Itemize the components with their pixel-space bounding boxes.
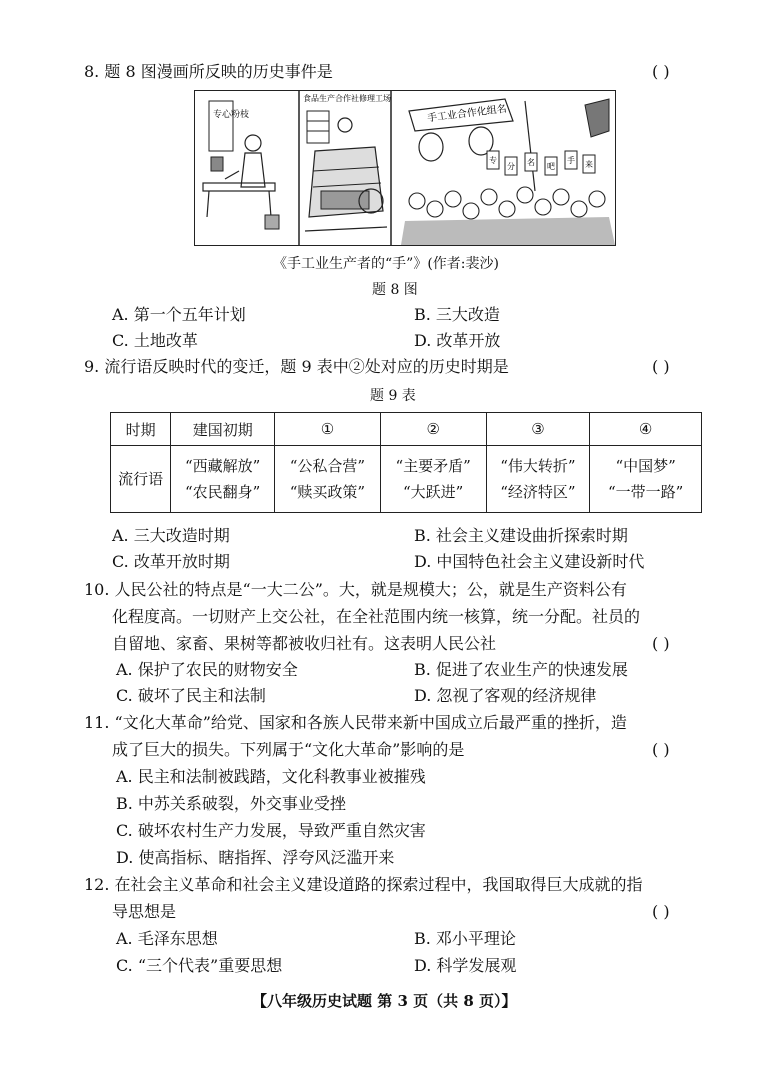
q9-slang-table [110, 412, 702, 513]
q8-figure-title: 《手工业生产者的“手”》(作者:裴沙) [273, 256, 499, 272]
q10-option-c[interactable]: C. 破坏了民主和法制 [116, 686, 266, 705]
q10-stem-line2: 化程度高。一切财产上交公社，在全社范围内统一核算，统一分配。社员的 [112, 607, 641, 626]
cell-1 [275, 446, 381, 513]
q11-option-a[interactable]: A. 民主和法制被践踏，文化科教事业被摧残 [116, 767, 426, 786]
slang: “经济特区” [500, 483, 576, 501]
q11-stem-line2: 成了巨大的损失。下列属于“文化大革命”影响的是 [112, 740, 465, 759]
q11-option-b[interactable]: B. 中苏关系破裂，外交事业受挫 [116, 794, 346, 813]
p1-sign-a: 专心粉枝 [213, 110, 250, 120]
q9-option-d[interactable]: D. 中国特色社会主义建设新时代 [414, 552, 645, 571]
table-slang-row [111, 446, 702, 513]
q9-table-title: 题 9 表 [370, 388, 416, 404]
q10-option-b[interactable]: B. 促进了农业生产的快速发展 [414, 660, 628, 679]
q10-stem-line3: 自留地、家畜、果树等都被收归社有。这表明人民公社 [112, 634, 497, 653]
q12-stem-line1: 12. 在社会主义革命和社会主义建设道路的探索过程中，我国取得巨大成就的指 [84, 875, 643, 894]
cartoon-drawing [195, 91, 615, 245]
table-header-row [111, 413, 702, 446]
q8-cartoon [194, 90, 616, 246]
q11-option-d[interactable]: D. 使高指标、瞎指挥、浮夸风泛滥开来 [116, 848, 395, 867]
slang: “主要矛盾” [395, 457, 471, 475]
q9-option-a[interactable]: A. 三大改造时期 [112, 526, 230, 545]
plate-4: 吧 [547, 162, 555, 171]
q12-stem-line2: 导思想是 [112, 902, 177, 921]
th-2: ② [380, 413, 486, 446]
q8-option-c[interactable]: C. 土地改革 [112, 331, 198, 350]
q12-option-c[interactable]: C. “三个代表”重要思想 [116, 956, 283, 975]
q11-answer-paren: ( ) [652, 740, 670, 759]
row-label: 流行语 [111, 446, 171, 513]
th-early: 建国初期 [171, 413, 275, 446]
plate-3: 名 [527, 158, 535, 167]
plate-6: 来 [585, 160, 593, 169]
q8-stem: 8. 题 8 图漫画所反映的历史事件是 [84, 62, 333, 81]
cell-2 [380, 446, 486, 513]
q8-answer-paren: ( ) [652, 62, 670, 81]
cell-3 [486, 446, 590, 513]
q9-answer-paren: ( ) [652, 357, 670, 376]
q12-option-b[interactable]: B. 邓小平理论 [414, 929, 516, 948]
slang: “西藏解放” [185, 457, 261, 475]
slang: “大跃进” [403, 483, 464, 501]
q12-option-d[interactable]: D. 科学发展观 [414, 956, 517, 975]
q9-stem: 9. 流行语反映时代的变迁，题 9 表中②处对应的历史时期是 [84, 357, 509, 376]
cell-4 [590, 446, 702, 513]
th-3: ③ [486, 413, 590, 446]
q8-option-b[interactable]: B. 三大改造 [414, 305, 500, 324]
slang: “赎买政策” [289, 483, 366, 501]
th-1: ① [275, 413, 381, 446]
q10-option-d[interactable]: D. 忽视了客观的经济规律 [414, 686, 597, 705]
q10-answer-paren: ( ) [652, 634, 670, 653]
th-4: ④ [590, 413, 702, 446]
q11-option-c[interactable]: C. 破坏农村生产力发展，导致严重自然灾害 [116, 821, 426, 840]
q8-figure-label: 题 8 图 [372, 282, 418, 298]
plate-1: 专 [489, 156, 497, 165]
q8-option-a[interactable]: A. 第一个五年计划 [112, 305, 246, 324]
th-period: 时期 [111, 413, 171, 446]
slang: “伟大转折” [500, 457, 576, 475]
q11-stem-line1: 11. “文化大革命”给党、国家和各族人民带来新中国成立后最严重的挫折，造 [84, 713, 627, 732]
cell-early [171, 446, 275, 513]
q9-option-c[interactable]: C. 改革开放时期 [112, 552, 230, 571]
q10-stem-line1: 10. 人民公社的特点是“一大二公”。大，就是规模大；公，就是生产资料公有 [84, 580, 627, 599]
q12-answer-paren: ( ) [652, 902, 670, 921]
p2-sign: 食品生产合作社修理工场 [303, 94, 391, 103]
slang: “中国梦” [615, 457, 676, 475]
plate-2: 分 [507, 162, 515, 171]
q8-option-d[interactable]: D. 改革开放 [414, 331, 501, 350]
plate-5: 手 [567, 156, 575, 165]
slang: “一带一路” [607, 483, 684, 501]
q10-option-a[interactable]: A. 保护了农民的财物安全 [116, 660, 298, 679]
page-footer: 【八年级历史试题 第 3 页（共 8 页）】 [252, 992, 517, 1010]
q12-option-a[interactable]: A. 毛泽东思想 [116, 929, 218, 948]
p3-banner: 手工业合作化组名 [426, 103, 508, 125]
slang: “公私合营” [289, 457, 366, 475]
slang: “农民翻身” [185, 483, 261, 501]
q9-option-b[interactable]: B. 社会主义建设曲折探索时期 [414, 526, 628, 545]
